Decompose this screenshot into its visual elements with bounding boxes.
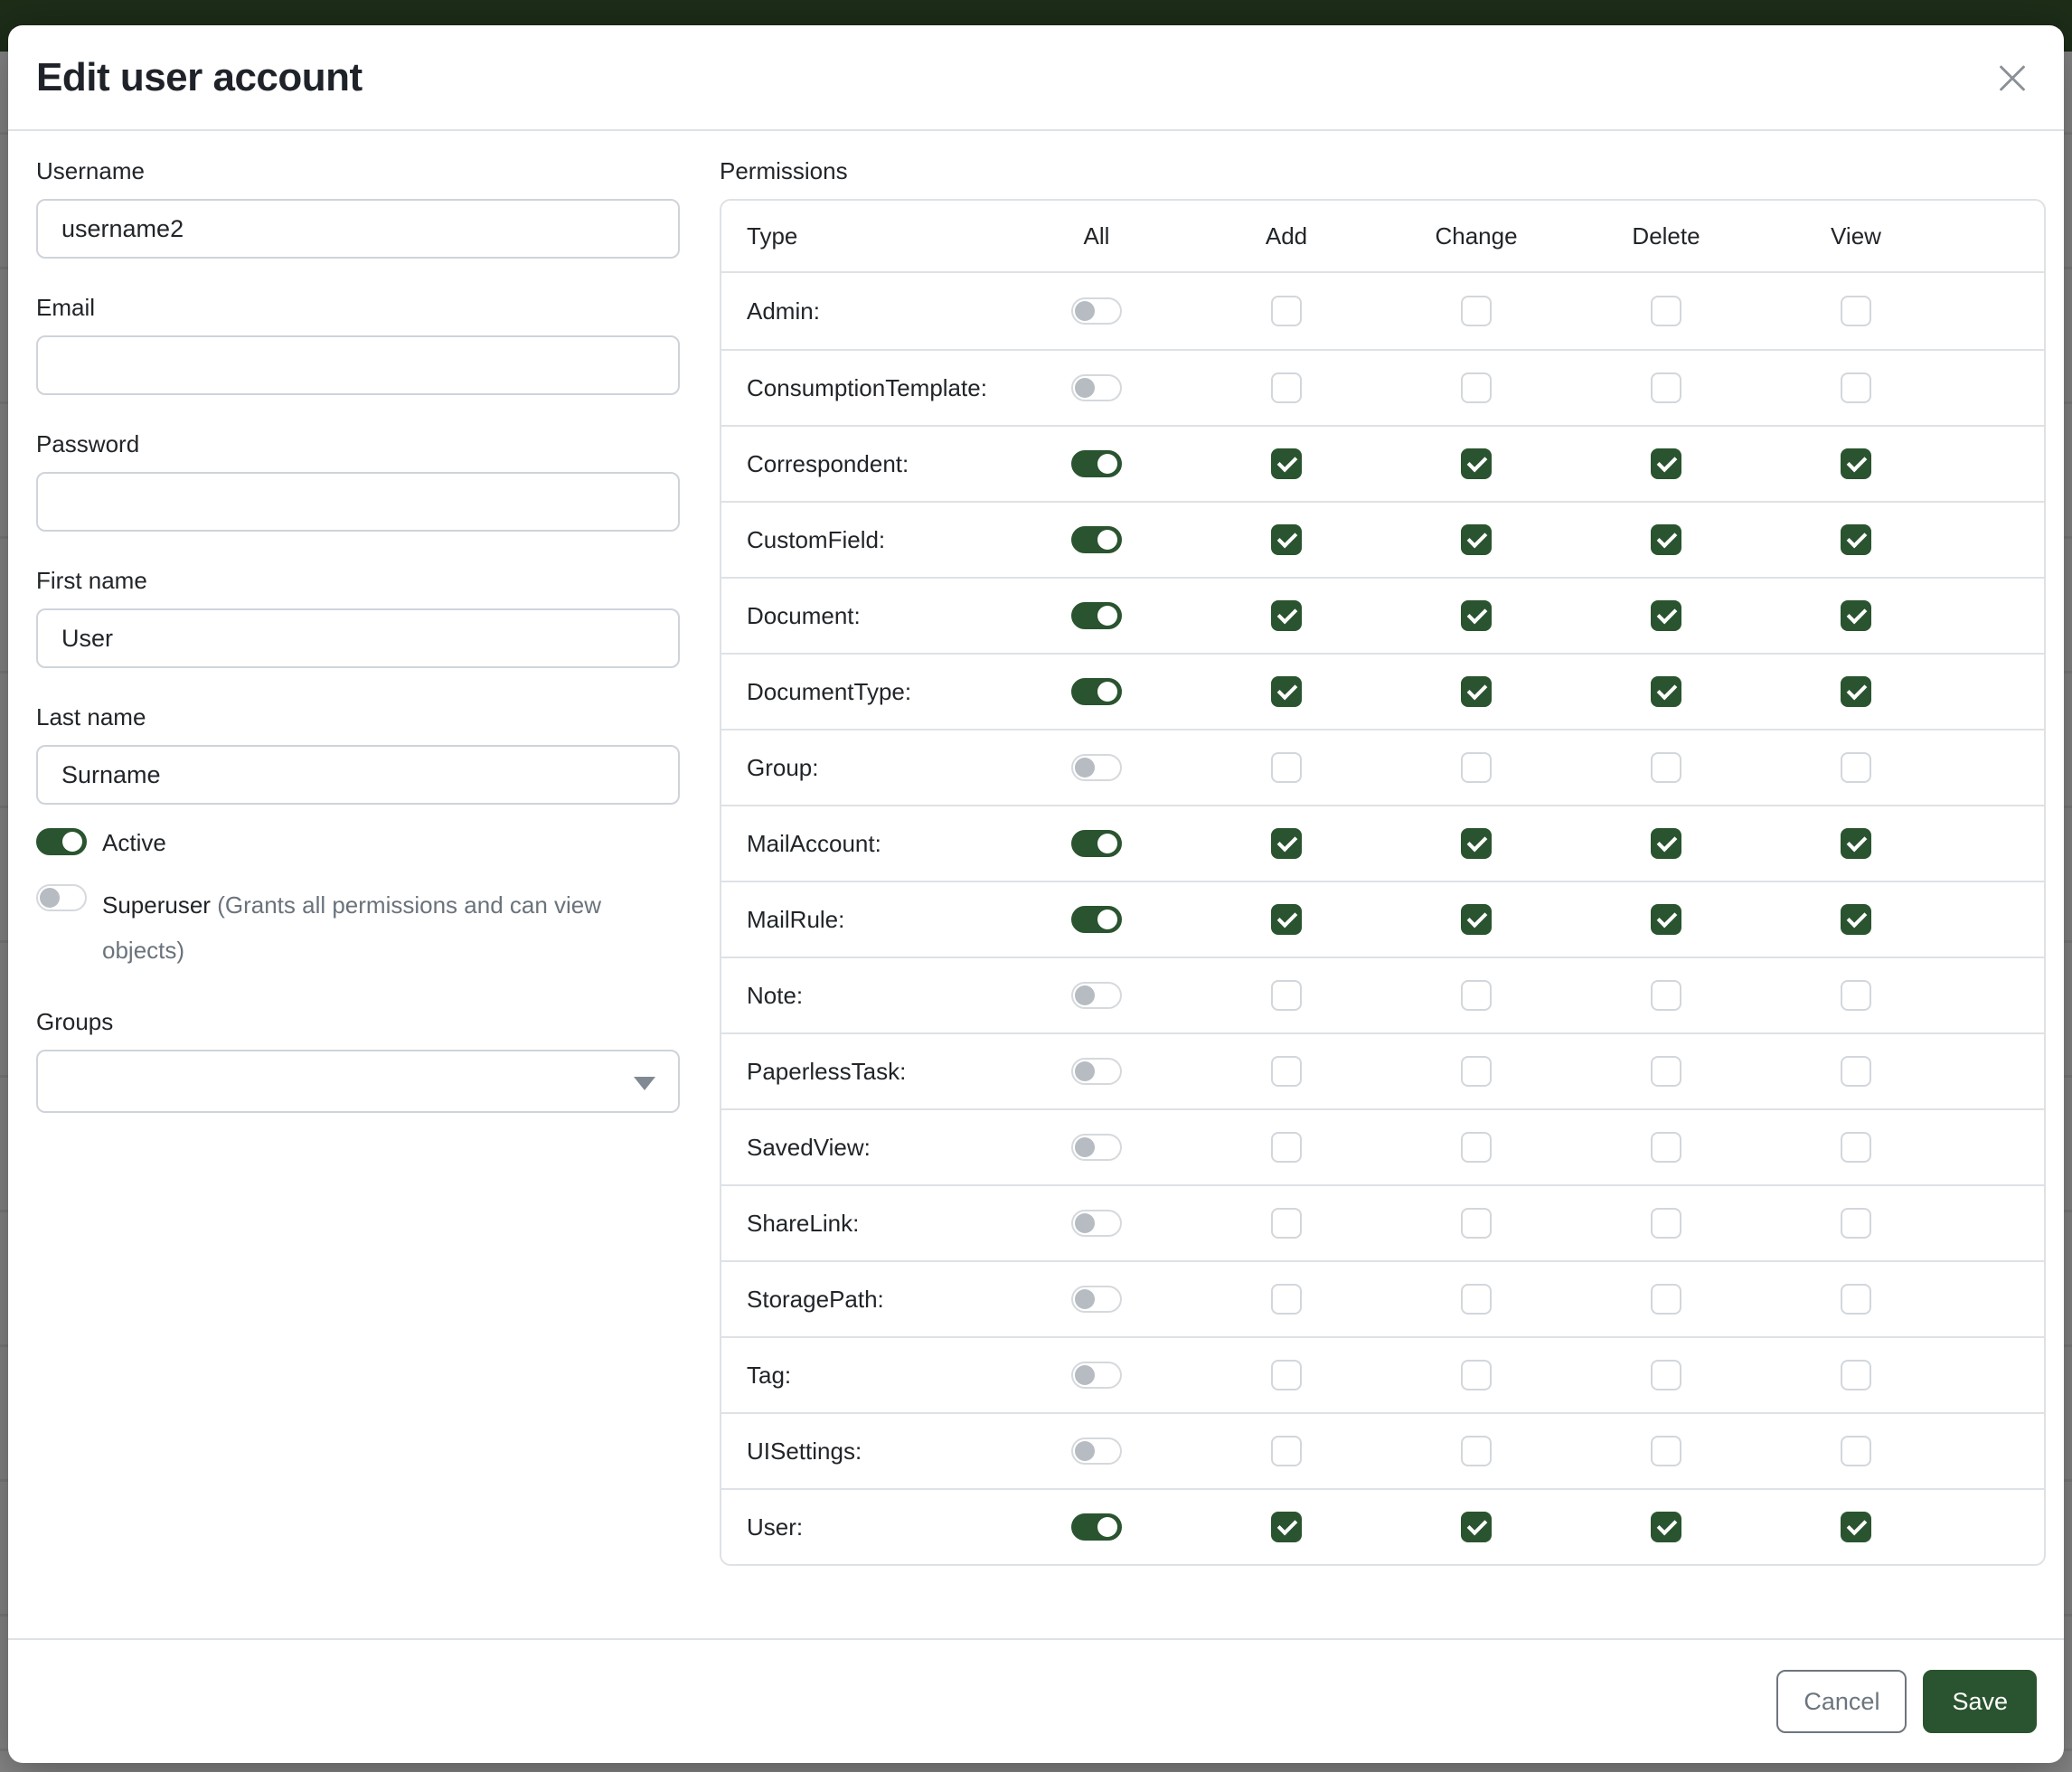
permission-change-checkbox[interactable]: [1461, 600, 1492, 631]
permission-type-label: Tag:: [721, 1336, 1002, 1412]
username-field-group: [36, 155, 680, 259]
column-header-spacer: [1951, 201, 2044, 273]
permission-all-toggle[interactable]: [1071, 450, 1122, 477]
permission-add-checkbox[interactable]: [1271, 904, 1302, 935]
groups-label: Groups: [36, 1008, 114, 1035]
column-header-all: All: [1002, 201, 1191, 273]
permission-row: [721, 425, 2044, 501]
permission-all-toggle[interactable]: [1071, 830, 1122, 857]
permission-delete-checkbox[interactable]: [1651, 828, 1681, 859]
permission-delete-checkbox[interactable]: [1651, 1132, 1681, 1163]
permission-all-toggle[interactable]: [1071, 1286, 1122, 1313]
column-header-delete: Delete: [1571, 201, 1761, 273]
permission-add-checkbox[interactable]: [1271, 1208, 1302, 1239]
column-header-type: Type: [721, 201, 1002, 273]
permission-view-checkbox[interactable]: [1841, 1284, 1871, 1315]
column-header-view: View: [1761, 201, 1951, 273]
first-name-input[interactable]: [36, 608, 680, 668]
active-label: Active: [102, 829, 166, 856]
permission-all-toggle[interactable]: [1071, 982, 1122, 1009]
permission-type-label: Correspondent:: [721, 425, 1002, 501]
permission-delete-checkbox[interactable]: [1651, 448, 1681, 479]
permission-delete-checkbox[interactable]: [1651, 904, 1681, 935]
permission-view-checkbox[interactable]: [1841, 1436, 1871, 1466]
permission-delete-checkbox[interactable]: [1651, 676, 1681, 707]
password-field-group: [36, 428, 680, 532]
permission-change-checkbox[interactable]: [1461, 1284, 1492, 1315]
permission-delete-checkbox[interactable]: [1651, 980, 1681, 1011]
permission-view-checkbox[interactable]: [1841, 600, 1871, 631]
permission-type-label: DocumentType:: [721, 653, 1002, 729]
active-row: [36, 826, 680, 859]
permissions-section: [720, 155, 2046, 1638]
permission-change-checkbox[interactable]: [1461, 1208, 1492, 1239]
column-header-add: Add: [1191, 201, 1381, 273]
permission-all-toggle[interactable]: [1071, 1362, 1122, 1389]
permission-view-checkbox[interactable]: [1841, 1056, 1871, 1087]
permission-add-checkbox[interactable]: [1271, 828, 1302, 859]
permission-delete-checkbox[interactable]: [1651, 1436, 1681, 1466]
permission-change-checkbox[interactable]: [1461, 1360, 1492, 1390]
permission-view-checkbox[interactable]: [1841, 524, 1871, 555]
permission-all-toggle[interactable]: [1071, 297, 1122, 325]
groups-field-group: [36, 1005, 680, 1113]
permission-all-toggle[interactable]: [1071, 906, 1122, 933]
permission-view-checkbox[interactable]: [1841, 448, 1871, 479]
permission-add-checkbox[interactable]: [1271, 524, 1302, 555]
superuser-hint: (Grants all permissions and can view objects): [102, 891, 602, 964]
email-label: Email: [36, 294, 96, 321]
last-name-label: Last name: [36, 703, 146, 730]
permission-row: [721, 577, 2044, 653]
permission-add-checkbox[interactable]: [1271, 1132, 1302, 1163]
permission-row: [721, 881, 2044, 957]
chevron-down-icon: [634, 1077, 655, 1090]
permission-delete-checkbox[interactable]: [1651, 1056, 1681, 1087]
permission-row: [721, 729, 2044, 805]
permissions-table: [720, 199, 2046, 1566]
superuser-row: [36, 882, 680, 973]
permission-type-label: Admin:: [747, 297, 820, 325]
permission-view-checkbox[interactable]: [1841, 752, 1871, 783]
permission-add-checkbox[interactable]: [1271, 600, 1302, 631]
permission-view-checkbox[interactable]: [1841, 904, 1871, 935]
save-button[interactable]: Save: [1923, 1670, 2037, 1733]
superuser-toggle[interactable]: [36, 884, 87, 911]
permission-add-checkbox[interactable]: [1271, 980, 1302, 1011]
permission-delete-checkbox[interactable]: [1651, 1284, 1681, 1315]
permission-add-checkbox[interactable]: [1271, 1436, 1302, 1466]
permission-row: [721, 653, 2044, 729]
permission-change-checkbox[interactable]: [1461, 904, 1492, 935]
permission-type-label: StoragePath:: [721, 1260, 1002, 1336]
permission-type-label: CustomField:: [721, 501, 1002, 577]
permission-all-toggle[interactable]: [1071, 678, 1122, 705]
first-name-field-group: [36, 564, 680, 668]
permission-type-label: MailAccount:: [721, 805, 1002, 881]
permission-row: [721, 805, 2044, 881]
permission-change-checkbox[interactable]: [1461, 448, 1492, 479]
permission-view-checkbox[interactable]: [1841, 1208, 1871, 1239]
permission-change-checkbox[interactable]: [1461, 752, 1492, 783]
permission-change-checkbox[interactable]: [1461, 372, 1492, 403]
permission-view-checkbox[interactable]: [1841, 296, 1871, 326]
permission-change-checkbox[interactable]: [1461, 1056, 1492, 1087]
superuser-text: [102, 882, 677, 973]
permission-row: [721, 1488, 2044, 1564]
permissions-header-row: [721, 201, 2044, 273]
permission-add-checkbox[interactable]: [1271, 752, 1302, 783]
password-label: Password: [36, 430, 140, 457]
permission-add-checkbox[interactable]: [1271, 676, 1302, 707]
permission-change-checkbox[interactable]: [1461, 1132, 1492, 1163]
permission-row: [721, 1184, 2044, 1260]
permission-add-checkbox[interactable]: [1271, 1360, 1302, 1390]
permission-row: [721, 349, 2044, 425]
permission-change-checkbox[interactable]: [1461, 296, 1492, 326]
permission-all-toggle[interactable]: [1071, 602, 1122, 629]
permission-type-label: MailRule:: [721, 881, 1002, 957]
permission-delete-checkbox[interactable]: [1651, 752, 1681, 783]
permission-change-checkbox[interactable]: [1461, 980, 1492, 1011]
permission-delete-checkbox[interactable]: [1651, 600, 1681, 631]
permission-all-toggle[interactable]: [1071, 1513, 1122, 1541]
last-name-field-group: [36, 701, 680, 805]
permission-change-checkbox[interactable]: [1461, 1512, 1492, 1542]
modal-header: [8, 25, 2064, 131]
permission-add-checkbox[interactable]: [1271, 1056, 1302, 1087]
permission-change-checkbox[interactable]: [1461, 524, 1492, 555]
superuser-label: Superuser: [102, 891, 211, 919]
permission-delete-checkbox[interactable]: [1651, 372, 1681, 403]
email-field-group: [36, 291, 680, 395]
permission-type-label: ConsumptionTemplate:: [721, 349, 1002, 425]
permission-type-label: SavedView:: [721, 1108, 1002, 1184]
permission-view-checkbox[interactable]: [1841, 1132, 1871, 1163]
cancel-button[interactable]: Cancel: [1776, 1670, 1907, 1733]
active-toggle[interactable]: [36, 828, 87, 855]
permission-all-toggle[interactable]: [1071, 1437, 1122, 1465]
permission-all-toggle[interactable]: [1071, 1134, 1122, 1161]
email-input[interactable]: [36, 335, 680, 395]
password-input[interactable]: [36, 472, 680, 532]
permission-row: [721, 501, 2044, 577]
permission-all-toggle[interactable]: [1071, 1058, 1122, 1085]
permission-type-label: PaperlessTask:: [721, 1032, 1002, 1108]
permission-row: [721, 957, 2044, 1032]
modal-footer: [8, 1638, 2064, 1763]
permission-view-checkbox[interactable]: [1841, 1360, 1871, 1390]
modal-body: [8, 131, 2064, 1638]
permission-row: [721, 1108, 2044, 1184]
groups-select[interactable]: [36, 1050, 680, 1113]
permission-view-checkbox[interactable]: [1841, 980, 1871, 1011]
permission-view-checkbox[interactable]: [1841, 372, 1871, 403]
permission-type-label: ShareLink:: [721, 1184, 1002, 1260]
permission-all-toggle[interactable]: [1071, 754, 1122, 781]
last-name-input[interactable]: [36, 745, 680, 805]
user-form: [36, 155, 680, 1638]
permission-delete-checkbox[interactable]: [1651, 1360, 1681, 1390]
permission-row: [721, 1336, 2044, 1412]
close-icon[interactable]: [1993, 59, 2031, 97]
permission-change-checkbox[interactable]: [1461, 676, 1492, 707]
permission-add-checkbox[interactable]: [1271, 1284, 1302, 1315]
permission-delete-checkbox[interactable]: [1651, 1208, 1681, 1239]
permission-add-checkbox[interactable]: [1271, 372, 1302, 403]
modal-title: Edit user account: [36, 54, 363, 99]
username-label: Username: [36, 157, 145, 184]
permission-row: [721, 1032, 2044, 1108]
permissions-label: Permissions: [720, 157, 848, 184]
permission-type-label: Group:: [721, 729, 1002, 805]
permission-type-label: Document:: [721, 577, 1002, 653]
permission-row: [721, 273, 2044, 349]
permission-row: [721, 1260, 2044, 1336]
permission-type-label: Note:: [721, 957, 1002, 1032]
permission-all-toggle[interactable]: [1071, 374, 1122, 401]
permission-view-checkbox[interactable]: [1841, 1512, 1871, 1542]
permission-type-label: UISettings:: [721, 1412, 1002, 1488]
permission-type-label: User:: [721, 1488, 1002, 1564]
permission-all-toggle[interactable]: [1071, 526, 1122, 553]
username-input[interactable]: [36, 199, 680, 259]
column-header-change: Change: [1381, 201, 1571, 273]
permission-add-checkbox[interactable]: [1271, 448, 1302, 479]
permission-delete-checkbox[interactable]: [1651, 296, 1681, 326]
permission-row: [721, 1412, 2044, 1488]
permission-delete-checkbox[interactable]: [1651, 524, 1681, 555]
permission-view-checkbox[interactable]: [1841, 828, 1871, 859]
permission-add-checkbox[interactable]: [1271, 296, 1302, 326]
permission-all-toggle[interactable]: [1071, 1210, 1122, 1237]
permission-delete-checkbox[interactable]: [1651, 1512, 1681, 1542]
permission-change-checkbox[interactable]: [1461, 1436, 1492, 1466]
edit-user-modal: [8, 25, 2064, 1763]
permission-change-checkbox[interactable]: [1461, 828, 1492, 859]
permission-add-checkbox[interactable]: [1271, 1512, 1302, 1542]
permission-view-checkbox[interactable]: [1841, 676, 1871, 707]
first-name-label: First name: [36, 567, 147, 594]
